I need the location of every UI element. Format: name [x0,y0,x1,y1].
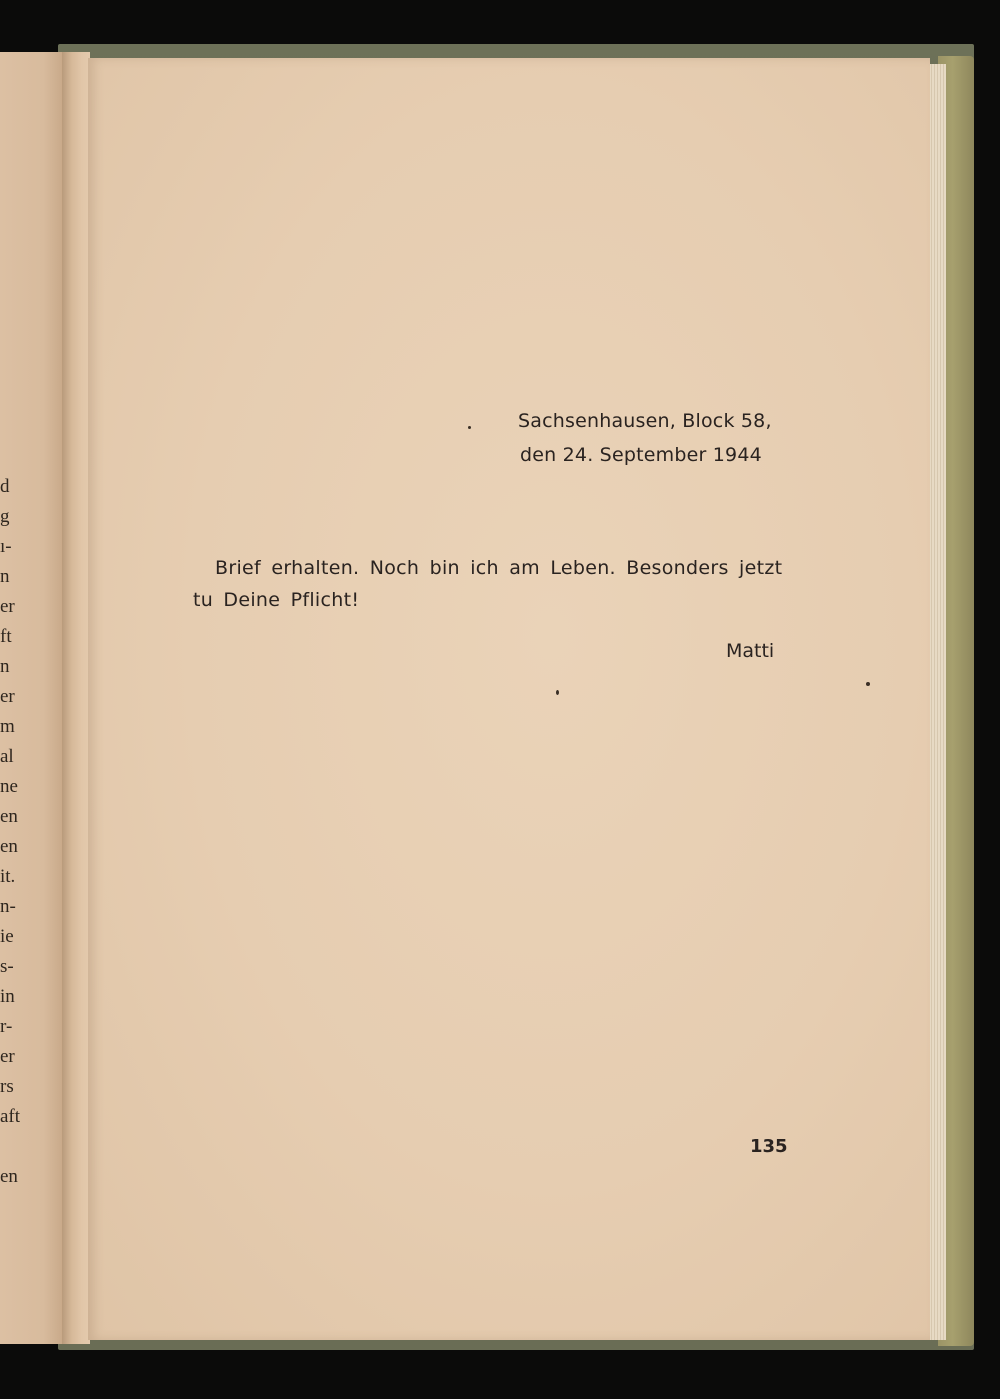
left-page [0,52,62,1344]
fragment-line: er [0,596,15,617]
letter-body-line-2: tu Deine Pflicht! [193,589,360,611]
fragment-line [0,1132,40,1162]
fragment-line: ie [0,926,14,947]
fragment-line: n [0,656,10,677]
letter-date-line: den 24. September 1944 [520,444,762,466]
fragment-line: en [0,836,18,857]
letter-place-line: Sachsenhausen, Block 58, [518,410,772,432]
fragment-line: g [0,506,10,527]
fragment-line: aft [0,1106,21,1127]
fragment-line: er [0,686,15,707]
fragment-line: en [0,1166,18,1187]
fragment-line: ft [0,626,12,647]
paper-speck [468,426,471,429]
right-page [88,58,930,1340]
letter-signature: Matti [726,640,775,662]
paper-speck [556,690,559,695]
fragment-line: r- [0,1016,13,1037]
fragment-line: rs [0,1076,14,1097]
fragment-line: in [0,986,15,1007]
fragment-line: er [0,1046,15,1067]
fragment-line: en [0,806,18,827]
fragment-line: n [0,566,10,587]
fragment-line: d [0,476,10,497]
fragment-line: it. [0,866,16,887]
fragment-line: s- [0,956,14,977]
fragment-line: al [0,746,14,767]
left-page-text-fragments [0,472,40,1192]
fragment-line: n- [0,896,16,917]
fragment-line: ı- [0,536,12,557]
letter-body-line-1: Brief erhalten. Noch bin ich am Leben. Besonders jetzt [215,557,783,579]
fragment-line: ne [0,776,18,797]
paper-speck [866,682,870,686]
page-number: 135 [750,1136,788,1157]
fragment-line: m [0,716,15,737]
book-gutter [62,52,90,1344]
